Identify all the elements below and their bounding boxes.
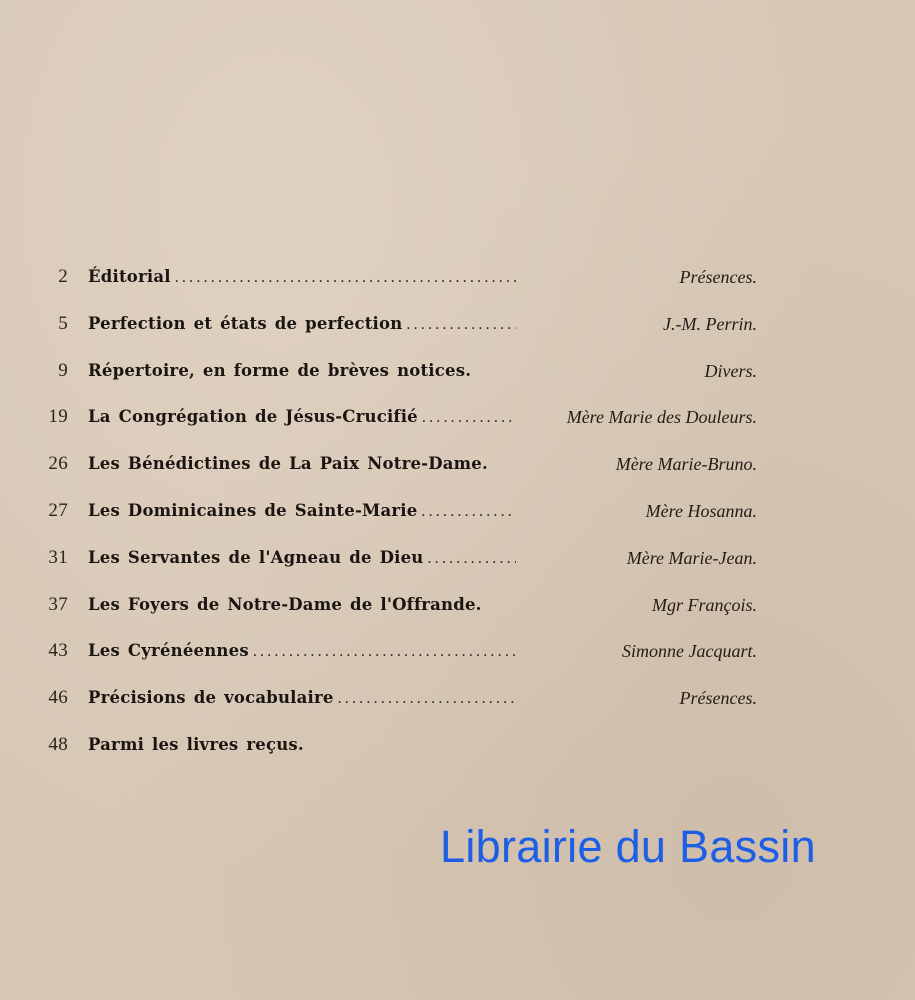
toc-entry [88,586,516,624]
dot-leader [417,493,516,530]
entry-author: J.-M. Perrin. [663,313,757,334]
page-number: 31 [48,546,68,568]
toc-row-livres [0,726,915,773]
entry-title: Les Bénédictines de La Paix Notre-Dame. [88,454,488,474]
entry-title: Les Cyrénéennes [88,641,249,661]
page-number: 43 [48,640,68,662]
entry-title: Répertoire, en forme de brèves notices. [88,360,472,380]
entry-title: Les Servantes de l'Agneau de Dieu [88,547,424,567]
table-of-contents [0,258,915,773]
entry-title: Les Dominicaines de Sainte-Marie [88,500,418,520]
page-number: 26 [48,453,68,475]
entry-title: Parmi les livres reçus. [88,734,304,754]
toc-row-benedictines [0,445,915,492]
toc-row-editorial [0,258,915,305]
page-number: 9 [58,359,68,381]
entry-author: Mère Marie-Jean. [626,547,757,568]
page-number: 19 [48,406,68,428]
toc-row-servantes [0,539,915,586]
toc-entry [88,492,516,530]
toc-row-foyers [0,586,915,633]
dot-leader [418,399,516,436]
toc-entry [88,258,516,296]
toc-row-congregation [0,398,915,445]
entry-title: Perfection et états de perfection [88,313,403,333]
toc-entry [88,305,516,343]
entry-author: Présences. [679,267,757,287]
page-number: 27 [48,499,68,521]
toc-entry [88,726,516,764]
bookseller-watermark: Librairie du Bassin [440,821,816,872]
toc-row-dominicaines [0,492,915,539]
dot-leader [249,633,516,670]
entry-author: Mgr François. [652,594,757,615]
page-number: 46 [48,687,68,709]
page-number: 37 [48,593,68,615]
toc-row-precisions [0,679,915,726]
entry-author: Mère Marie des Douleurs. [566,407,757,428]
entry-title: La Congrégation de Jésus-Crucifié [88,407,418,427]
toc-entry [88,679,516,717]
toc-entry [88,632,516,670]
entry-author: Simonne Jacquart. [622,641,757,662]
entry-author: Présences. [679,688,757,709]
toc-row-repertoire [0,352,915,399]
entry-author: Divers. [704,360,757,381]
toc-row-perfection [0,305,915,352]
toc-row-cyreneennes [0,632,915,679]
entry-author: Mère Marie-Bruno. [615,454,757,475]
entry-title: Précisions de vocabulaire [88,688,334,708]
page-number: 2 [58,266,68,287]
entry-title: Les Foyers de Notre-Dame de l'Offrande. [88,594,482,614]
dot-leader [334,680,516,717]
dot-leader [171,259,516,296]
toc-entry [88,445,516,483]
entry-author: Mère Hosanna. [645,500,757,521]
dot-leader [402,306,516,343]
toc-entry [88,539,516,577]
page-number: 48 [48,733,68,755]
toc-entry [88,352,516,390]
page-number: 5 [58,312,68,334]
dot-leader [423,540,516,577]
toc-entry [88,398,516,436]
entry-title: Éditorial [88,267,171,286]
